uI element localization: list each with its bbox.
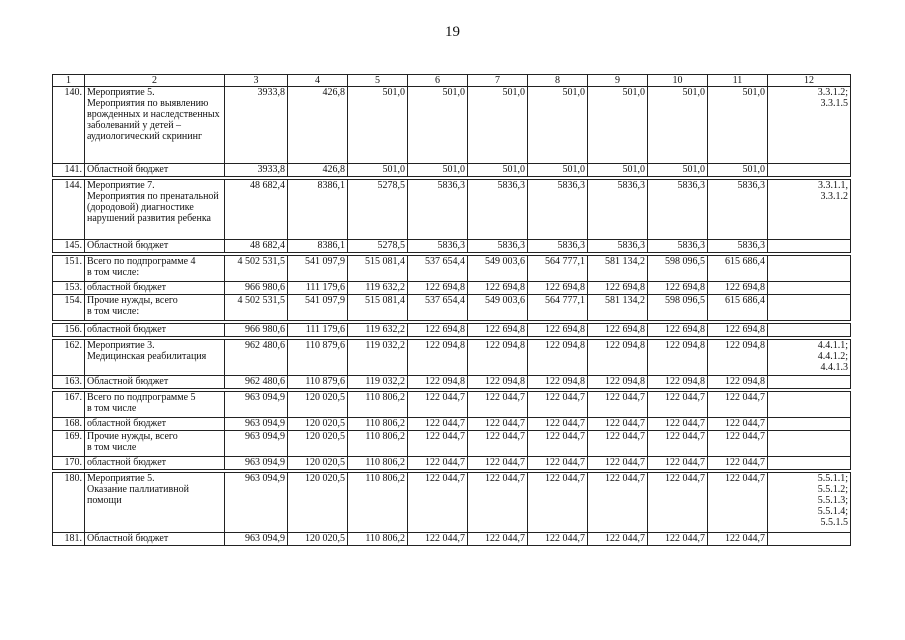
- table-row: [53, 240, 851, 253]
- row-name: областной бюджет: [85, 457, 225, 470]
- row-index: 169.: [53, 431, 85, 457]
- value-cell: 966 980,6: [225, 324, 288, 337]
- value-cell: 122 044,7: [468, 473, 528, 533]
- value-cell: 501,0: [528, 164, 588, 177]
- value-cell: 963 094,9: [225, 457, 288, 470]
- value-cell: 122 044,7: [468, 392, 528, 418]
- target-indicator-codes: [768, 457, 851, 470]
- value-cell: 122 044,7: [708, 457, 768, 470]
- table-row: [53, 457, 851, 470]
- row-name: Прочие нужды, всего в том числе:: [85, 295, 225, 321]
- row-index: 167.: [53, 392, 85, 418]
- value-cell: 110 806,2: [348, 457, 408, 470]
- value-cell: 615 686,4: [708, 256, 768, 282]
- table-row: [53, 324, 851, 337]
- row-name: Областной бюджет: [85, 376, 225, 389]
- value-cell: 3933,8: [225, 87, 288, 164]
- value-cell: 122 044,7: [588, 457, 648, 470]
- value-cell: 122 094,8: [708, 376, 768, 389]
- row-index: 151.: [53, 256, 85, 282]
- value-cell: 5836,3: [648, 240, 708, 253]
- column-number: 9: [588, 75, 648, 87]
- target-indicator-codes: 3.3.1.1, 3.3.1.2: [768, 180, 851, 240]
- value-cell: 110 879,6: [288, 340, 348, 376]
- value-cell: 120 020,5: [288, 392, 348, 418]
- value-cell: 110 806,2: [348, 473, 408, 533]
- value-cell: 122 094,8: [588, 376, 648, 389]
- column-number: 8: [528, 75, 588, 87]
- column-number: 12: [768, 75, 851, 87]
- value-cell: 122 094,8: [648, 340, 708, 376]
- value-cell: 122 094,8: [408, 340, 468, 376]
- table-row: [53, 180, 851, 240]
- row-index: 144.: [53, 180, 85, 240]
- value-cell: 122 044,7: [648, 473, 708, 533]
- value-cell: 122 694,8: [468, 324, 528, 337]
- budget-table: [52, 74, 851, 546]
- value-cell: 122 694,8: [648, 324, 708, 337]
- value-cell: 120 020,5: [288, 418, 348, 431]
- value-cell: 122 044,7: [468, 457, 528, 470]
- row-name: Мероприятие 5. Оказание паллиативной помощи: [85, 473, 225, 533]
- value-cell: 5836,3: [408, 240, 468, 253]
- column-number-row: [53, 75, 851, 87]
- value-cell: 501,0: [648, 164, 708, 177]
- value-cell: 122 044,7: [528, 533, 588, 546]
- value-cell: 122 694,8: [408, 282, 468, 295]
- value-cell: 501,0: [588, 164, 648, 177]
- column-number: 3: [225, 75, 288, 87]
- value-cell: 48 682,4: [225, 240, 288, 253]
- value-cell: 963 094,9: [225, 431, 288, 457]
- value-cell: 598 096,5: [648, 295, 708, 321]
- value-cell: 122 094,8: [468, 376, 528, 389]
- value-cell: 549 003,6: [468, 256, 528, 282]
- value-cell: 5836,3: [468, 240, 528, 253]
- value-cell: 122 044,7: [528, 473, 588, 533]
- target-indicator-codes: [768, 533, 851, 546]
- value-cell: 541 097,9: [288, 295, 348, 321]
- value-cell: 549 003,6: [468, 295, 528, 321]
- value-cell: 122 094,8: [588, 340, 648, 376]
- value-cell: 122 694,8: [528, 324, 588, 337]
- column-number: 7: [468, 75, 528, 87]
- table-row: [53, 392, 851, 418]
- value-cell: 122 044,7: [648, 392, 708, 418]
- row-index: 181.: [53, 533, 85, 546]
- row-name: Прочие нужды, всего в том числе: [85, 431, 225, 457]
- value-cell: 962 480,6: [225, 340, 288, 376]
- value-cell: 122 044,7: [588, 473, 648, 533]
- value-cell: 122 694,8: [588, 282, 648, 295]
- value-cell: 5836,3: [588, 180, 648, 240]
- value-cell: 119 632,2: [348, 282, 408, 295]
- value-cell: 122 094,8: [528, 340, 588, 376]
- value-cell: 541 097,9: [288, 256, 348, 282]
- value-cell: 4 502 531,5: [225, 256, 288, 282]
- value-cell: 122 694,8: [408, 324, 468, 337]
- value-cell: 3933,8: [225, 164, 288, 177]
- target-indicator-codes: [768, 324, 851, 337]
- target-indicator-codes: [768, 392, 851, 418]
- value-cell: 5836,3: [708, 240, 768, 253]
- value-cell: 581 134,2: [588, 295, 648, 321]
- value-cell: 122 694,8: [648, 282, 708, 295]
- row-name: Областной бюджет: [85, 164, 225, 177]
- value-cell: 5836,3: [408, 180, 468, 240]
- value-cell: 4 502 531,5: [225, 295, 288, 321]
- value-cell: 515 081,4: [348, 295, 408, 321]
- value-cell: 122 044,7: [468, 533, 528, 546]
- value-cell: 615 686,4: [708, 295, 768, 321]
- value-cell: 122 044,7: [528, 418, 588, 431]
- table-row: [53, 533, 851, 546]
- row-index: 170.: [53, 457, 85, 470]
- value-cell: 122 694,8: [708, 282, 768, 295]
- column-number: 5: [348, 75, 408, 87]
- value-cell: 963 094,9: [225, 418, 288, 431]
- row-name: областной бюджет: [85, 418, 225, 431]
- value-cell: 122 044,7: [708, 418, 768, 431]
- value-cell: 963 094,9: [225, 533, 288, 546]
- value-cell: 122 694,8: [708, 324, 768, 337]
- value-cell: 122 044,7: [648, 533, 708, 546]
- row-name: Областной бюджет: [85, 533, 225, 546]
- value-cell: 5836,3: [528, 240, 588, 253]
- target-indicator-codes: [768, 295, 851, 321]
- value-cell: 122 044,7: [708, 473, 768, 533]
- value-cell: 122 694,8: [468, 282, 528, 295]
- value-cell: 122 044,7: [708, 533, 768, 546]
- row-index: 140.: [53, 87, 85, 164]
- target-indicator-codes: 5.5.1.1; 5.5.1.2; 5.5.1.3; 5.5.1.4; 5.5.1.5: [768, 473, 851, 533]
- value-cell: 501,0: [468, 164, 528, 177]
- value-cell: 119 032,2: [348, 340, 408, 376]
- value-cell: 122 044,7: [648, 457, 708, 470]
- value-cell: 122 044,7: [408, 392, 468, 418]
- value-cell: 5836,3: [588, 240, 648, 253]
- target-indicator-codes: [768, 418, 851, 431]
- value-cell: 122 044,7: [408, 533, 468, 546]
- value-cell: 122 694,8: [588, 324, 648, 337]
- column-number: 1: [53, 75, 85, 87]
- row-name: областной бюджет: [85, 282, 225, 295]
- target-indicator-codes: [768, 240, 851, 253]
- row-name: Всего по подпрограмме 4 в том числе:: [85, 256, 225, 282]
- table-row: [53, 87, 851, 164]
- value-cell: 48 682,4: [225, 180, 288, 240]
- target-indicator-codes: [768, 376, 851, 389]
- value-cell: 501,0: [408, 87, 468, 164]
- value-cell: 426,8: [288, 164, 348, 177]
- row-index: 145.: [53, 240, 85, 253]
- row-name: областной бюджет: [85, 324, 225, 337]
- value-cell: 122 044,7: [648, 431, 708, 457]
- row-index: 156.: [53, 324, 85, 337]
- value-cell: 564 777,1: [528, 256, 588, 282]
- value-cell: 501,0: [708, 164, 768, 177]
- value-cell: 120 020,5: [288, 533, 348, 546]
- value-cell: 8386,1: [288, 240, 348, 253]
- value-cell: 501,0: [348, 164, 408, 177]
- value-cell: 119 032,2: [348, 376, 408, 389]
- value-cell: 122 044,7: [408, 473, 468, 533]
- row-index: 168.: [53, 418, 85, 431]
- row-name: Мероприятие 7. Мероприятия по пренатальной (дородовой) диагностике нарушений развития ребенка: [85, 180, 225, 240]
- row-index: 163.: [53, 376, 85, 389]
- value-cell: 501,0: [528, 87, 588, 164]
- value-cell: 122 094,8: [708, 340, 768, 376]
- value-cell: 122 044,7: [468, 418, 528, 431]
- value-cell: 110 806,2: [348, 533, 408, 546]
- table-row: [53, 256, 851, 282]
- value-cell: 111 179,6: [288, 282, 348, 295]
- table-row: [53, 340, 851, 376]
- column-number: 11: [708, 75, 768, 87]
- value-cell: 122 094,8: [528, 376, 588, 389]
- value-cell: 122 044,7: [588, 431, 648, 457]
- table-row: [53, 473, 851, 533]
- value-cell: 120 020,5: [288, 431, 348, 457]
- value-cell: 598 096,5: [648, 256, 708, 282]
- column-number: 2: [85, 75, 225, 87]
- row-name: Мероприятие 5. Мероприятия по выявлению врожденных и наследственных заболеваний у детей – аудиологический скрининг: [85, 87, 225, 164]
- value-cell: 122 044,7: [408, 418, 468, 431]
- row-index: 180.: [53, 473, 85, 533]
- target-indicator-codes: 4.4.1.1; 4.4.1.2; 4.4.1.3: [768, 340, 851, 376]
- value-cell: 963 094,9: [225, 392, 288, 418]
- target-indicator-codes: [768, 256, 851, 282]
- value-cell: 515 081,4: [348, 256, 408, 282]
- value-cell: 501,0: [648, 87, 708, 164]
- value-cell: 537 654,4: [408, 256, 468, 282]
- value-cell: 122 044,7: [408, 457, 468, 470]
- target-indicator-codes: [768, 431, 851, 457]
- value-cell: 501,0: [588, 87, 648, 164]
- value-cell: 564 777,1: [528, 295, 588, 321]
- value-cell: 501,0: [408, 164, 468, 177]
- value-cell: 110 806,2: [348, 431, 408, 457]
- row-name: Мероприятие 3. Медицинская реабилитация: [85, 340, 225, 376]
- target-indicator-codes: [768, 164, 851, 177]
- column-number: 4: [288, 75, 348, 87]
- row-index: 141.: [53, 164, 85, 177]
- value-cell: 5278,5: [348, 240, 408, 253]
- table-row: [53, 418, 851, 431]
- value-cell: 5836,3: [648, 180, 708, 240]
- value-cell: 122 044,7: [588, 533, 648, 546]
- value-cell: 120 020,5: [288, 473, 348, 533]
- row-index: 154.: [53, 295, 85, 321]
- table-row: [53, 431, 851, 457]
- value-cell: 122 094,8: [468, 340, 528, 376]
- value-cell: 122 094,8: [648, 376, 708, 389]
- value-cell: 119 632,2: [348, 324, 408, 337]
- table-row: [53, 295, 851, 321]
- value-cell: 5836,3: [528, 180, 588, 240]
- value-cell: 501,0: [348, 87, 408, 164]
- value-cell: 122 044,7: [528, 392, 588, 418]
- row-index: 153.: [53, 282, 85, 295]
- value-cell: 111 179,6: [288, 324, 348, 337]
- value-cell: 5836,3: [468, 180, 528, 240]
- value-cell: 122 044,7: [648, 418, 708, 431]
- value-cell: 122 044,7: [588, 418, 648, 431]
- value-cell: 122 044,7: [708, 392, 768, 418]
- column-number: 6: [408, 75, 468, 87]
- value-cell: 963 094,9: [225, 473, 288, 533]
- value-cell: 120 020,5: [288, 457, 348, 470]
- value-cell: 5278,5: [348, 180, 408, 240]
- value-cell: 537 654,4: [408, 295, 468, 321]
- value-cell: 122 044,7: [708, 431, 768, 457]
- value-cell: 110 806,2: [348, 392, 408, 418]
- target-indicator-codes: [768, 282, 851, 295]
- value-cell: 966 980,6: [225, 282, 288, 295]
- value-cell: 122 094,8: [408, 376, 468, 389]
- value-cell: 110 806,2: [348, 418, 408, 431]
- value-cell: 501,0: [468, 87, 528, 164]
- value-cell: 122 044,7: [528, 431, 588, 457]
- value-cell: 426,8: [288, 87, 348, 164]
- table-row: [53, 376, 851, 389]
- value-cell: 962 480,6: [225, 376, 288, 389]
- row-name: Всего по подпрограмме 5 в том числе: [85, 392, 225, 418]
- value-cell: 501,0: [708, 87, 768, 164]
- row-index: 162.: [53, 340, 85, 376]
- value-cell: 8386,1: [288, 180, 348, 240]
- column-number: 10: [648, 75, 708, 87]
- value-cell: 122 044,7: [468, 431, 528, 457]
- value-cell: 581 134,2: [588, 256, 648, 282]
- value-cell: 122 694,8: [528, 282, 588, 295]
- target-indicator-codes: 3.3.1.2; 3.3.1.5: [768, 87, 851, 164]
- row-name: Областной бюджет: [85, 240, 225, 253]
- value-cell: 122 044,7: [588, 392, 648, 418]
- page-number: 19: [445, 24, 460, 40]
- table-row: [53, 164, 851, 177]
- value-cell: 122 044,7: [408, 431, 468, 457]
- value-cell: 122 044,7: [528, 457, 588, 470]
- value-cell: 110 879,6: [288, 376, 348, 389]
- value-cell: 5836,3: [708, 180, 768, 240]
- table-row: [53, 282, 851, 295]
